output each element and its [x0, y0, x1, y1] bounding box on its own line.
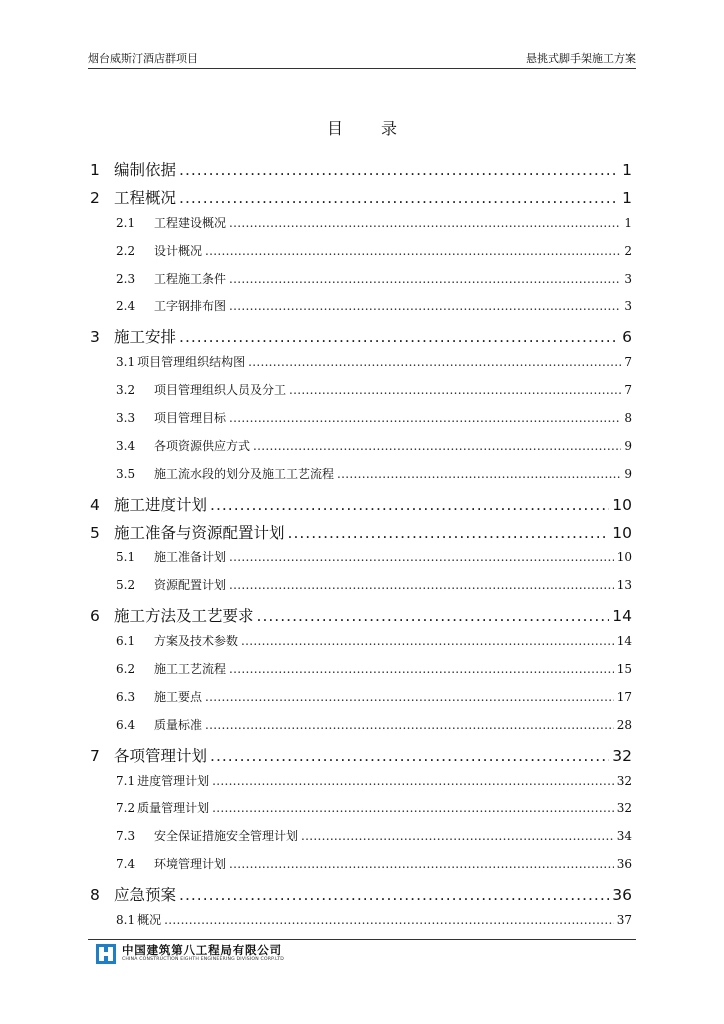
toc-entry-label: 项目管理组织结构图	[137, 355, 246, 370]
toc-leader-dots	[229, 857, 614, 871]
company-logo	[96, 944, 284, 964]
toc-entry-page: 10	[612, 523, 632, 542]
toc-entry[interactable]	[90, 409, 632, 437]
toc-entry-page: 36	[616, 857, 632, 872]
toc-entry[interactable]	[90, 325, 632, 353]
toc-entry-label: 施工工艺流程	[154, 662, 227, 677]
toc-entry-number: 5.2	[116, 578, 136, 593]
toc-entry-number: 7.2	[116, 801, 136, 816]
toc-entry-label: 概况	[137, 913, 162, 928]
toc-leader-dots	[288, 524, 610, 542]
toc-leader-dots	[229, 299, 621, 313]
footer-rule	[88, 939, 636, 940]
toc-leader-dots	[229, 411, 621, 425]
toc-entry-number: 7.4	[116, 857, 136, 872]
toc-entry-page: 3	[624, 271, 632, 286]
toc-leader-dots	[205, 718, 614, 732]
toc-leader-dots	[229, 550, 614, 564]
toc-entry-page: 1	[622, 188, 632, 207]
toc-entry-label: 施工准备计划	[154, 550, 227, 565]
toc-entry-label: 各项资源供应方式	[154, 438, 251, 453]
toc-entry[interactable]	[90, 604, 632, 632]
toc-entry[interactable]	[90, 827, 632, 855]
header-rule	[88, 68, 636, 69]
toc-entry-number: 3.3	[116, 411, 136, 426]
toc-entry-page: 36	[612, 886, 632, 905]
toc-entry[interactable]	[90, 716, 632, 744]
toc-leader-dots	[241, 634, 614, 648]
toc-title: 目录	[326, 119, 435, 138]
toc-entry-page: 34	[616, 829, 632, 844]
toc-entry-label: 施工方法及工艺要求	[114, 607, 254, 626]
toc-entry[interactable]	[90, 744, 632, 772]
toc-entry-page: 9	[624, 438, 632, 453]
toc-entry[interactable]	[90, 186, 632, 214]
toc-leader-dots	[289, 383, 621, 397]
page-header	[88, 50, 636, 66]
toc-entry[interactable]	[90, 353, 632, 381]
toc-entry[interactable]	[90, 242, 632, 270]
toc-entry-label: 质量标准	[154, 717, 203, 732]
toc-entry[interactable]	[90, 883, 632, 911]
toc-entry-page: 8	[624, 411, 632, 426]
toc-entry-label: 编制依据	[114, 161, 177, 179]
toc-entry-page: 14	[616, 634, 632, 649]
toc-entry-label: 工程施工条件	[154, 271, 227, 286]
company-name-en: CHINA CONSTRUCTION EIGHTH ENGINEERING DIVISION CORP.LTD	[122, 957, 284, 963]
toc-entry-label: 施工准备与资源配置计划	[114, 523, 285, 542]
toc-entry-page: 1	[622, 161, 632, 179]
toc-leader-dots	[179, 328, 619, 346]
toc-entry-page: 9	[624, 466, 632, 481]
toc-entry-number: 6.3	[116, 689, 136, 704]
toc-entry[interactable]	[90, 799, 632, 827]
toc-entry[interactable]	[90, 548, 632, 576]
toc-entry-page: 32	[616, 801, 632, 816]
toc-leader-dots	[253, 439, 621, 453]
toc-entry-page: 3	[624, 299, 632, 314]
toc-leader-dots	[210, 496, 609, 514]
toc-entry-label: 施工要点	[154, 689, 203, 704]
toc-entry[interactable]	[90, 158, 632, 186]
toc-entry[interactable]	[90, 855, 632, 883]
toc-entry-page: 7	[624, 355, 632, 370]
toc-entry-label: 工程概况	[114, 188, 177, 207]
toc-entry[interactable]	[90, 493, 632, 521]
cscec-logo-icon	[96, 944, 116, 964]
toc-entry-page: 14	[612, 607, 632, 626]
toc-leader-dots	[179, 886, 609, 904]
toc-entry-page: 32	[616, 773, 632, 788]
toc-entry-number: 3.4	[116, 438, 136, 453]
toc-entry-page: 6	[622, 328, 632, 347]
toc-entry-number: 2.3	[116, 271, 136, 286]
toc-leader-dots	[212, 774, 614, 788]
toc-entry[interactable]	[90, 214, 632, 242]
table-of-contents	[90, 158, 632, 939]
toc-entry-number: 6.2	[116, 662, 136, 677]
toc-entry-number: 6	[90, 607, 100, 626]
company-name-cn: 中国建筑第八工程局有限公司	[122, 942, 282, 957]
toc-entry-number: 2	[90, 188, 100, 207]
toc-entry-number: 1	[90, 161, 100, 179]
toc-entry-label: 施工安排	[114, 328, 177, 347]
toc-entry-number: 4	[90, 495, 100, 514]
header-document-name: 悬挑式脚手架施工方案	[526, 52, 636, 65]
toc-entry[interactable]	[90, 576, 632, 604]
toc-entry-number: 5	[90, 523, 100, 542]
toc-leader-dots	[164, 913, 614, 927]
toc-entry[interactable]	[90, 688, 632, 716]
toc-leader-dots	[205, 244, 621, 258]
toc-entry-page: 37	[616, 913, 632, 928]
toc-leader-dots	[210, 747, 609, 765]
toc-entry-label: 项目管理目标	[154, 411, 227, 426]
toc-leader-dots	[301, 829, 614, 843]
toc-entry-number: 6.1	[116, 634, 136, 649]
toc-entry-number: 3.1	[116, 355, 136, 370]
toc-entry-number: 5.1	[116, 550, 136, 565]
toc-entry-page: 7	[624, 383, 632, 398]
toc-entry-number: 6.4	[116, 717, 136, 732]
toc-entry-page: 15	[616, 662, 632, 677]
toc-entry-number: 8.1	[116, 913, 136, 928]
toc-leader-dots	[229, 662, 614, 676]
toc-leader-dots	[257, 607, 610, 625]
toc-entry-label: 项目管理组织人员及分工	[154, 383, 287, 398]
toc-leader-dots	[212, 801, 614, 815]
toc-entry-number: 2.4	[116, 299, 136, 314]
toc-entry-number: 8	[90, 886, 100, 905]
toc-entry-label: 工字钢排布图	[154, 299, 227, 314]
header-project-name: 烟台威斯汀酒店群项目	[88, 52, 198, 65]
toc-entry-page: 10	[612, 495, 632, 514]
toc-leader-dots	[229, 272, 621, 286]
toc-entry-number: 7	[90, 746, 100, 765]
toc-entry-label: 进度管理计划	[137, 773, 210, 788]
toc-leader-dots	[229, 216, 621, 230]
toc-entry-number: 3.2	[116, 383, 136, 398]
toc-entry-page: 17	[616, 689, 632, 704]
toc-entry-label: 质量管理计划	[137, 801, 210, 816]
toc-entry-label: 资源配置计划	[154, 578, 227, 593]
toc-entry-label: 方案及技术参数	[154, 634, 239, 649]
toc-entry-page: 10	[616, 550, 632, 565]
toc-entry[interactable]	[90, 437, 632, 465]
toc-entry-label: 设计概况	[154, 243, 203, 258]
toc-leader-dots	[229, 578, 614, 592]
toc-entry-page: 1	[624, 215, 632, 230]
toc-leader-dots	[179, 161, 619, 179]
toc-leader-dots	[337, 467, 621, 481]
toc-entry-number: 2.1	[116, 215, 136, 230]
toc-entry-number: 3	[90, 328, 100, 347]
toc-entry[interactable]	[90, 297, 632, 325]
toc-entry[interactable]	[90, 381, 632, 409]
toc-entry-label: 应急预案	[114, 886, 177, 905]
toc-entry[interactable]	[90, 632, 632, 660]
toc-entry-number: 2.2	[116, 243, 136, 258]
toc-entry[interactable]	[90, 660, 632, 688]
toc-entry[interactable]	[90, 465, 632, 493]
toc-entry[interactable]	[90, 521, 632, 549]
toc-entry-number: 7.1	[116, 773, 136, 788]
toc-entry-label: 安全保证措施安全管理计划	[154, 829, 299, 844]
toc-entry-label: 施工进度计划	[114, 495, 208, 514]
toc-entry-label: 环境管理计划	[154, 857, 227, 872]
toc-entry-number: 7.3	[116, 829, 136, 844]
toc-leader-dots	[248, 355, 621, 369]
toc-entry-page: 32	[612, 746, 632, 765]
toc-entry-page: 2	[624, 243, 632, 258]
toc-entry-page: 13	[616, 578, 632, 593]
toc-leader-dots	[205, 690, 614, 704]
toc-leader-dots	[179, 189, 619, 207]
toc-entry-number: 3.5	[116, 466, 136, 481]
toc-entry[interactable]	[90, 270, 632, 298]
toc-entry-label: 工程建设概况	[154, 215, 227, 230]
toc-entry-label: 各项管理计划	[114, 746, 208, 765]
toc-entry[interactable]	[90, 772, 632, 800]
toc-entry-label: 施工流水段的划分及施工工艺流程	[154, 466, 335, 481]
toc-entry[interactable]	[90, 911, 632, 939]
toc-entry-page: 28	[616, 717, 632, 732]
